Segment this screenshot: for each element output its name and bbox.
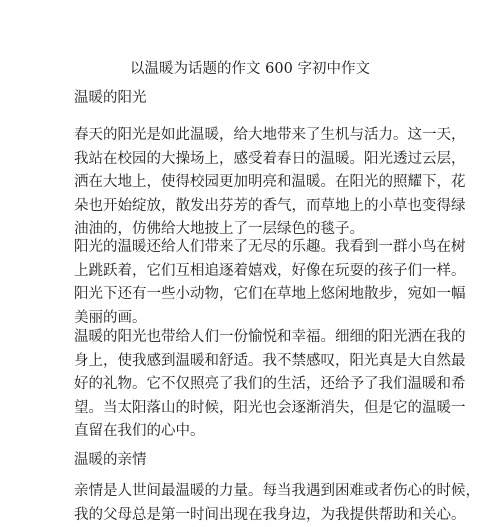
section-heading: 温暖的亲情 <box>74 451 147 469</box>
paragraph <box>74 326 434 444</box>
paragraph <box>74 480 434 527</box>
text-line: 温暖的阳光也带给人们一份愉悦和幸福。细细的阳光洒在我的 <box>74 326 434 350</box>
text-line: 阳光的温暖还给人们带来了无尽的乐趣。我看到一群小鸟在树 <box>74 236 434 260</box>
text-line: 我的父母总是第一时间出现在我身边，为我提供帮助和关心。 <box>74 504 434 527</box>
text-line: 阳光下还有一些小动物，它们在草地上悠闲地散步，宛如一幅 <box>74 283 434 307</box>
text-line: 美丽的画。 <box>74 307 434 331</box>
text-line: 我站在校园的大操场上，感受着春日的温暖。阳光透过云层， <box>74 148 434 172</box>
text-line: 油油的，仿佛给大地披上了一层绿色的毯子。 <box>74 218 434 242</box>
text-line: 身上，使我感到温暖和舒适。我不禁感叹，阳光真是大自然最 <box>74 350 434 374</box>
text-line: 朵也开始绽放，散发出芬芳的香气，而草地上的小草也变得绿 <box>74 195 434 219</box>
text-line: 上跳跃着，它们互相追逐着嬉戏，好像在玩耍的孩子们一样。 <box>74 260 434 284</box>
text-line: 望。当太阳落山的时候，阳光也会逐渐消失，但是它的温暖一 <box>74 397 434 421</box>
paragraph <box>74 236 434 330</box>
paragraph <box>74 124 434 242</box>
section-heading: 温暖的阳光 <box>74 89 147 107</box>
text-line: 直留在我们的心中。 <box>74 420 434 444</box>
text-line: 洒在大地上，使得校园更加明亮和温暖。在阳光的照耀下，花 <box>74 171 434 195</box>
text-line: 春天的阳光是如此温暖，给大地带来了生机与活力。这一天， <box>74 124 434 148</box>
text-line: 亲情是人世间最温暖的力量。每当我遇到困难或者伤心的时候， <box>74 480 434 504</box>
document-title: 以温暖为话题的作文 600 字初中作文 <box>0 60 500 78</box>
text-line: 好的礼物。它不仅照亮了我们的生活，还给予了我们温暖和希 <box>74 373 434 397</box>
